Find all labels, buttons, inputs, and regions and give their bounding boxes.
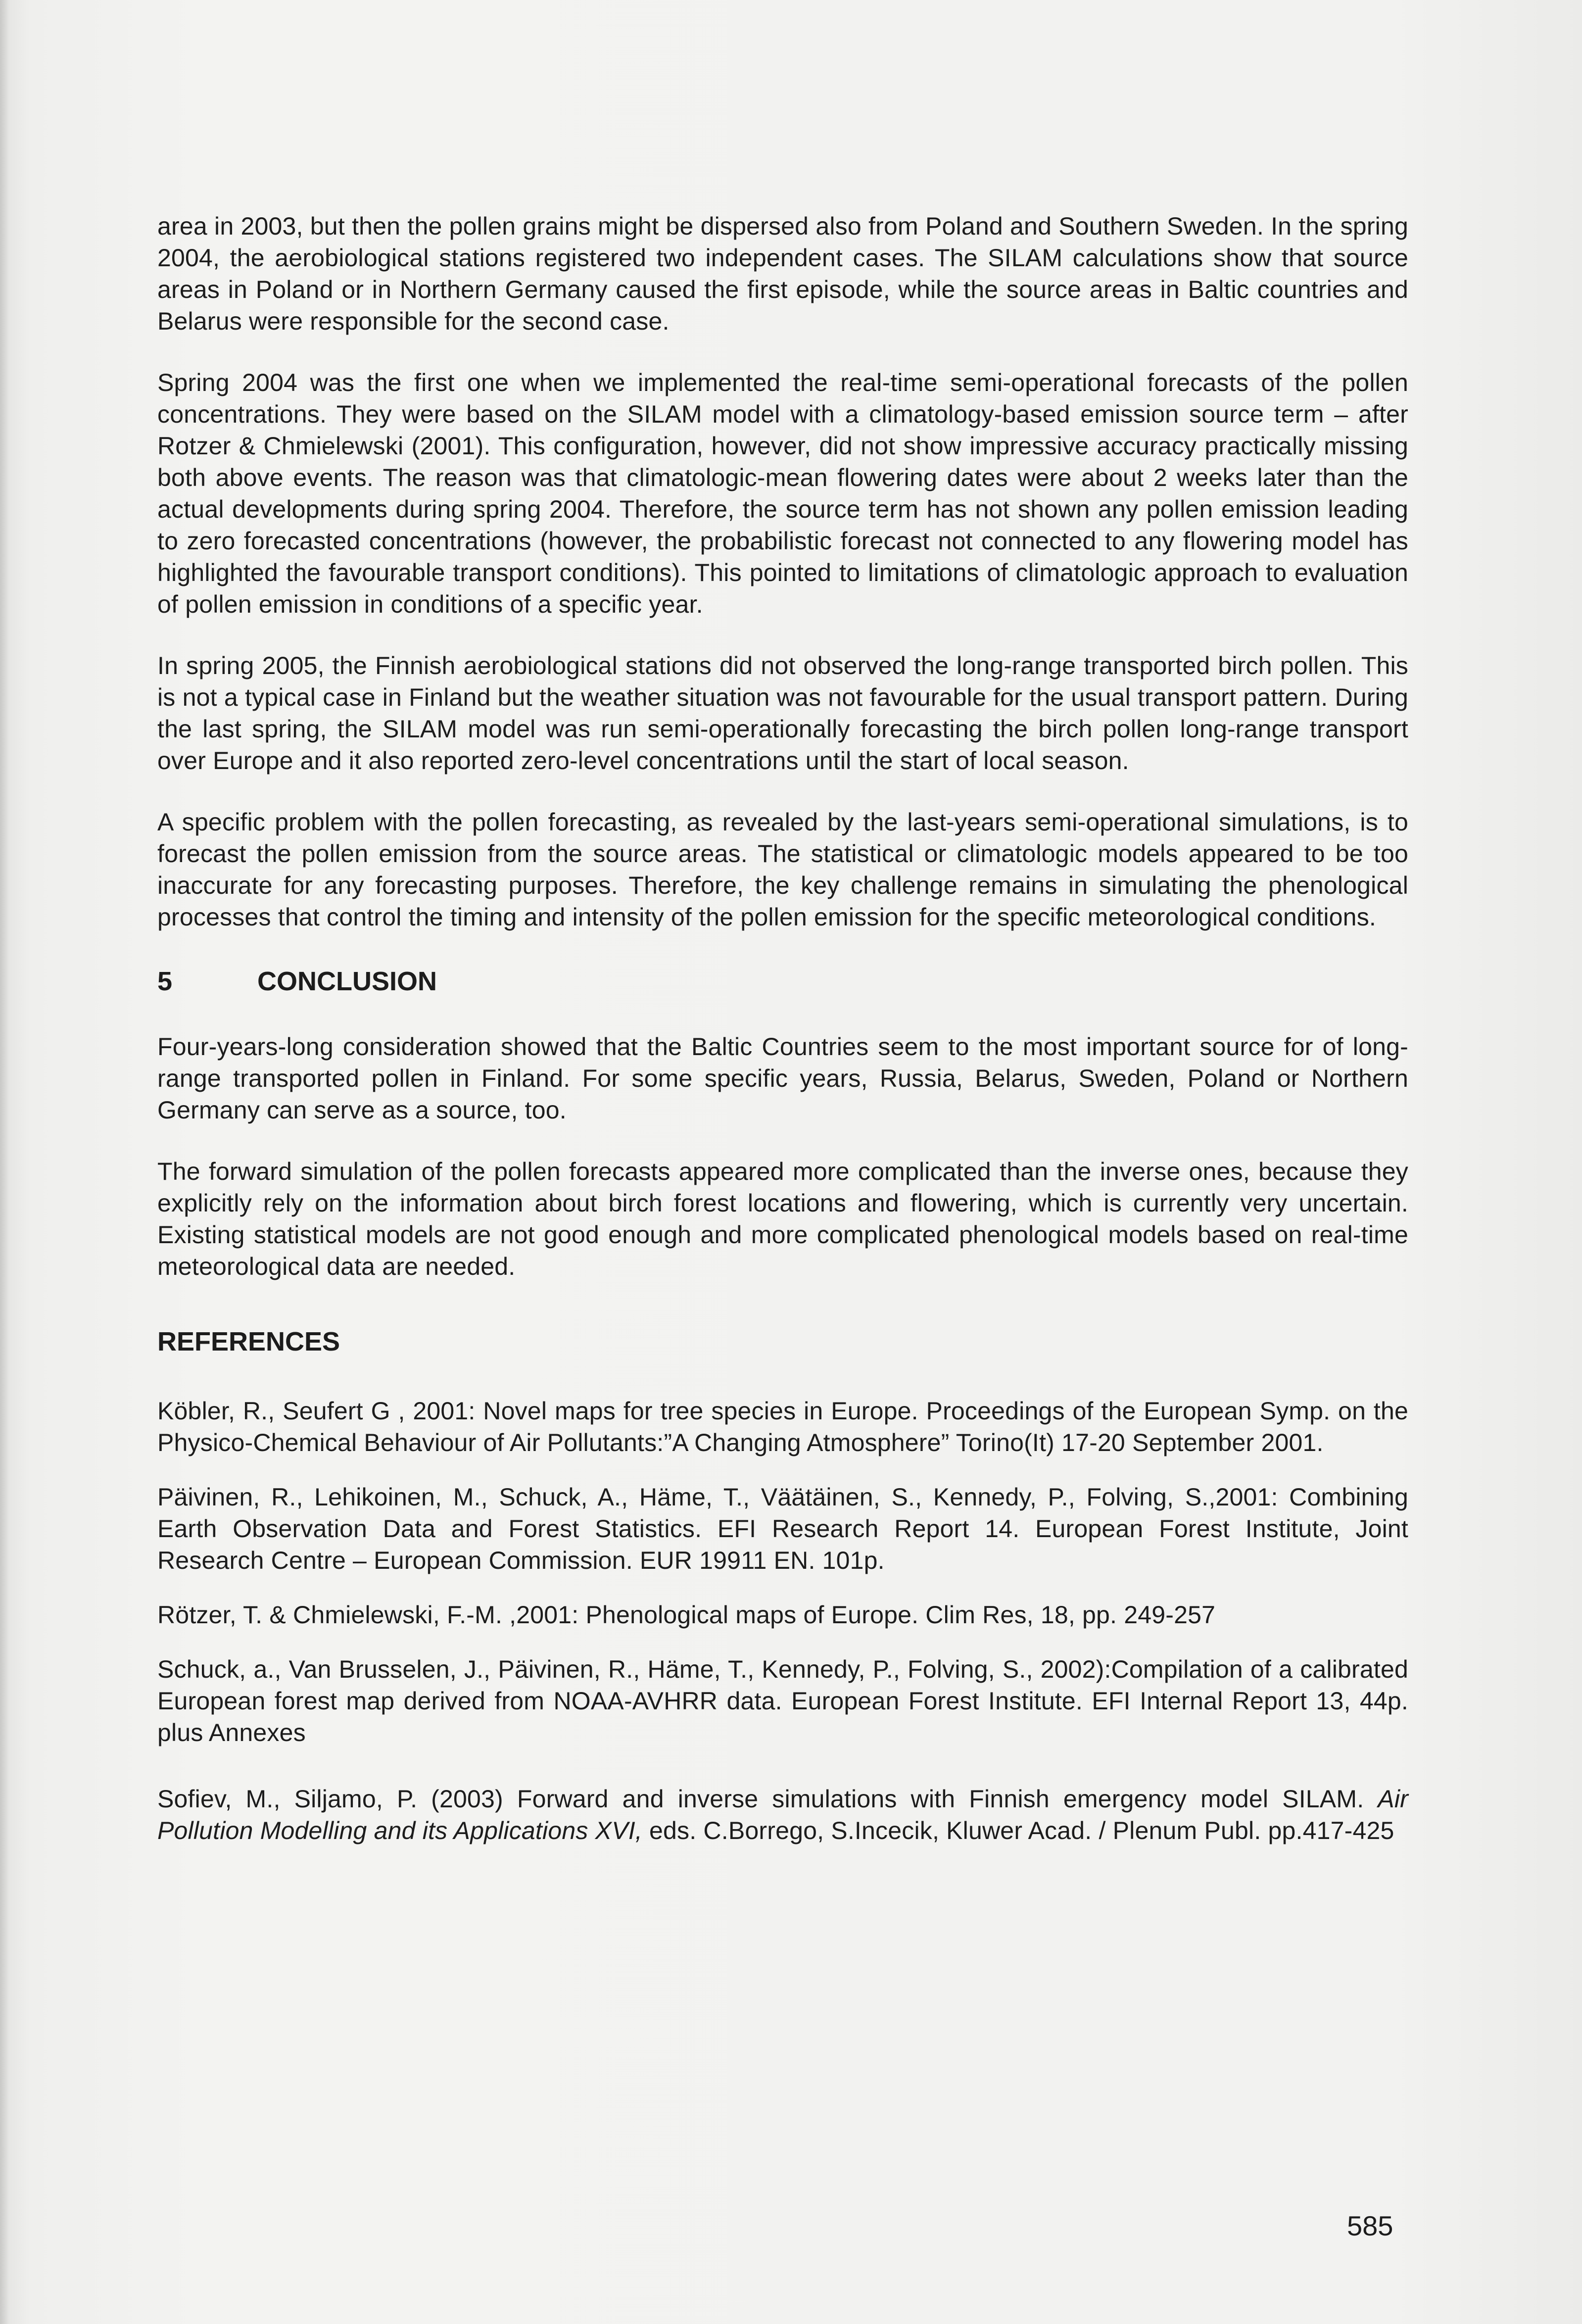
conclusion-paragraph: The forward simulation of the pollen forecasts appeared more complicated than the inverse ones, because they explicitly rely on the information about birch forest locations and flowering, which is currently very uncertain. Existing statistical models are not good enough and more complicated phenological models based on real-time meteorological data are needed. [157,1158,1408,1280]
reference-item: Köbler, R., Seufert G , 2001: Novel maps for tree species in Europe. Proceedings of the European Symp. on the Physico-Chemical Behaviour of Air Pollutants:”A Changing Atmosphere” Torino(It) 17-20 September 2001. [157,1397,1408,1456]
reference-item [157,1783,1408,1846]
body-paragraph: A specific problem with the pollen forecasting, as revealed by the last-years semi-operational simulations, is to forecast the pollen emission from the source areas. The statistical or climatologic models appeared to be too inaccurate for any forecasting purposes. Therefore, the key challenge remains in simulating the phenological processes that control the timing and intensity of the pollen emission for the specific meteorological conditions. [157,808,1408,931]
reference-publisher: eds. C.Borrego, S.Incecik, Kluwer Acad. / Plenum Publ. pp.417-425 [642,1817,1394,1844]
text-column [157,210,1408,1869]
reference-authors: Sofiev, M., Siljamo, P. (2003) Forward and inverse simulations with Finnish emergency model SILAM. [157,1785,1378,1813]
conclusion-paragraph: Four-years-long consideration showed that the Baltic Countries seem to the most important source for of long-range transported pollen in Finland. For some specific years, Russia, Belarus, Sweden, Poland or Northern Germany can serve as a source, too. [157,1033,1408,1124]
binding-shadow [0,0,9,2324]
section-number: 5 [157,967,173,996]
references-heading: REFERENCES [157,1327,340,1356]
reference-item: Rötzer, T. & Chmielewski, F.-M. ,2001: Phenological maps of Europe. Clim Res, 18, pp. 249-257 [157,1601,1216,1629]
body-paragraph: area in 2003, but then the pollen grains might be dispersed also from Poland and Southern Sweden. In the spring 2004, the aerobiological stations registered two independent cases. The SILAM calculations show that source areas in Poland or in Northern Germany caused the first episode, while the source areas in Baltic countries and Belarus were responsible for the second case. [157,212,1408,335]
page-number: 585 [1347,2210,1393,2241]
section-title: CONCLUSION [257,967,437,996]
reference-journal: Air Pollution Modelling and its Applications XVI, [157,1785,1408,1844]
reference-list [157,1395,1408,1846]
reference-item: Päivinen, R., Lehikoinen, M., Schuck, A., Häme, T., Väätäinen, S., Kennedy, P., Folving, S.,2001: Combining Earth Observation Data and Forest Statistics. EFI Research Report 14. European Forest Institute, Joint Research Centre – European Commission. EUR 19911 EN. 101p. [157,1483,1408,1574]
body-paragraph: Spring 2004 was the first one when we implemented the real-time semi-operational forecasts of the pollen concentrations. They were based on the SILAM model with a climatology-based emission source term – after Rotzer & Chmielewski (2001). This configuration, however, did not show impressive accuracy practically missing both above events. The reason was that climatologic-mean flowering dates were about 2 weeks later than the actual developments during spring 2004. Therefore, the source term has not shown any pollen emission leading to zero forecasted concentrations (however, the probabilistic forecast not connected to any flowering model has highlighted the favourable transport conditions). This pointed to limitations of climatologic approach to evaluation of pollen emission in conditions of a specific year. [157,369,1408,618]
reference-item: Schuck, a., Van Brusselen, J., Päivinen, R., Häme, T., Kennedy, P., Folving, S., 2002):Compilation of a calibrated European forest map derived from NOAA-AVHRR data. European Forest Institute. EFI Internal Report 13, 44p. plus Annexes [157,1655,1408,1746]
section-heading-conclusion [157,966,1408,997]
body-paragraph: In spring 2005, the Finnish aerobiological stations did not observed the long-range transported birch pollen. This is not a typical case in Finland but the weather situation was not favourable for the usual transport pattern. During the last spring, the SILAM model was run semi-operationally forecasting the birch pollen long-range transport over Europe and it also reported zero-level concentrations until the start of local season. [157,652,1408,775]
